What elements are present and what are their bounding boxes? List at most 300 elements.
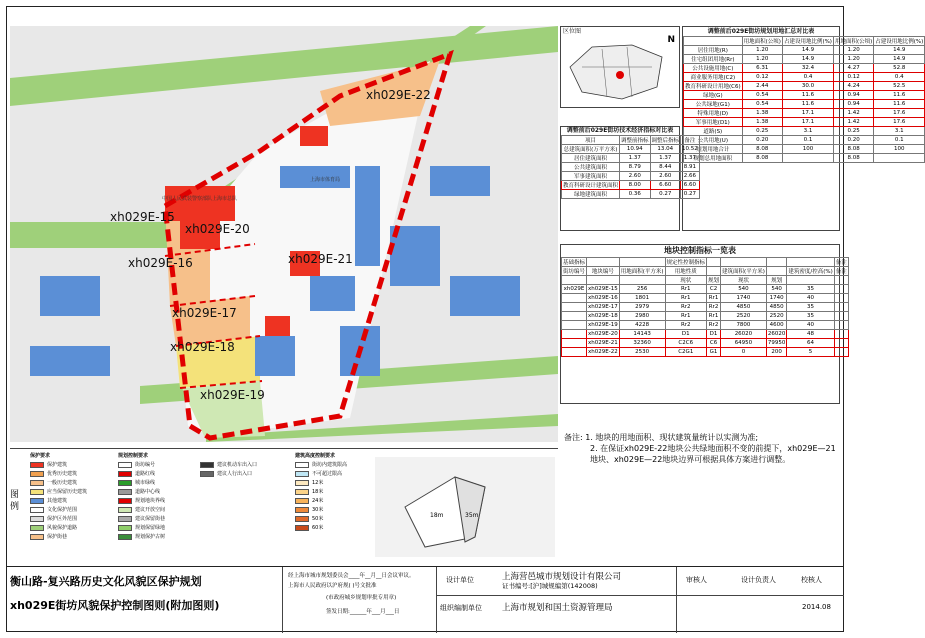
table-row [684,91,925,100]
table-cell: 10.94 [620,145,651,154]
legend-item [118,532,196,541]
table-cell: 备注 [681,136,700,145]
legend-swatch [30,534,44,540]
legend-swatch [118,507,132,513]
legend-swatch [118,498,132,504]
building-blue [450,276,520,316]
table-cell: 绿地(G) [684,91,743,100]
legend-swatch [118,534,132,540]
legend-text: 规划保护古树 [135,534,166,540]
table-cell [619,258,665,267]
table-cell: 占建设用地比例(%) [874,37,925,46]
table-cell [619,276,665,285]
district-label: xh029E-21 [288,252,353,266]
table-cell: 0.94 [833,91,873,100]
approval-line: 上海市人民政府以沪府规( )号文批准 [288,583,377,589]
legend-item [200,460,280,469]
table-cell: 0.1 [874,136,925,145]
building-blue [310,276,355,311]
table-row [562,154,700,163]
table-cell: 4600 [766,321,787,330]
table-cell: 现状 [665,276,707,285]
table-cell [834,276,848,285]
table-cell: 14.9 [874,55,925,64]
legend-title: 建筑高度控制要求 [295,453,336,459]
table-cell: 项目 [562,136,620,145]
table-row [684,37,925,46]
legend-text: 50米 [312,516,324,522]
table-cell: 52.8 [874,64,925,73]
table-cell: 军事用地(D1) [684,118,743,127]
legend-item [30,460,110,469]
legend-item [30,505,110,514]
table-cell: xh029E-20 [588,331,618,337]
table-cell [562,339,587,348]
table-cell [834,285,848,294]
table-cell: 7800 [721,321,767,330]
table-cell: Rr1 [665,285,707,294]
table-cell: 住宅组团用地(Rr) [684,55,743,64]
table-cell: 2530 [619,348,665,357]
table-cell: 35 [787,312,834,321]
table-row [684,136,925,145]
legend-text: 建议人行出入口 [217,471,253,477]
legend-swatch [295,525,309,531]
legend-item [30,514,110,523]
table-cell: 1.42 [833,118,873,127]
table-cell: Rr1 [665,312,707,321]
table-cell: 0.94 [833,100,873,109]
table-cell: 用地面积(公顷) [742,37,782,46]
org-unit-label: 组织编制单位 [440,604,482,612]
legend-text: 街坊内建筑限高 [312,462,348,468]
legend-text: 12米 [312,480,324,486]
table-cell: xh029E [562,285,587,294]
table-cell: 256 [619,285,665,294]
legend-label: 图例 [10,490,20,512]
legend-col-planning [118,451,196,541]
date: 2014.08 [802,603,831,611]
checker: 校核人 [801,576,822,584]
table-cell: 用地面积(公顷) [833,37,873,46]
legend-text: 优秀历史建筑 [47,471,78,477]
table-row [684,118,925,127]
table-cell: 11.6 [782,91,833,100]
table-cell: 0.27 [650,190,681,199]
table-cell: 14.9 [782,46,833,55]
district-label: xh029E-18 [170,340,235,354]
legend-swatch [30,480,44,486]
legend-text: 保护建筑 [47,462,68,468]
legend-item [295,487,365,496]
table-cell: 4228 [619,321,665,330]
table-cell: 商业服务用地(C2) [684,73,743,82]
table-row [562,190,700,199]
building-blue [255,336,295,376]
table-cell: 1.20 [833,46,873,55]
table-cell: xh029E-19 [588,322,618,328]
table-cell: D1 [665,330,707,339]
table-cell: 79950 [767,340,786,346]
legend-swatch [295,516,309,522]
table-cell [587,276,620,285]
table-cell: D1 [707,330,721,339]
table-row [562,258,849,267]
table-cell: 地块编号 [587,267,620,276]
table-row [684,64,925,73]
table-cell [834,339,848,348]
table-cell: 调整前指标 [620,136,651,145]
legend-text: 规划保留绿地 [135,525,166,531]
legend-item [118,487,196,496]
table-cell: 0.20 [833,136,873,145]
legend-item [295,478,365,487]
building-blue [40,276,100,316]
org-unit: 上海市规划和国土资源管理局 [502,603,613,613]
table-cell: 0.12 [833,73,873,82]
legend-item [30,478,110,487]
table-cell: 0.25 [833,127,873,136]
table-cell: 1.38 [742,118,782,127]
drawing-title: xh029E街坊风貌保护控制图则(附加图则) [10,599,220,612]
table-cell: 总建筑面积(万平方米) [562,145,620,154]
table-row [562,267,849,276]
table-cell: 540 [721,285,767,294]
inset-label: 18m [430,512,444,519]
table-cell: 17.6 [874,118,925,127]
approval-line: 签发日期:______年___月___日 [326,609,400,615]
table-cell: 26020 [721,330,767,339]
table-cell: 规划 [707,276,721,285]
legend-item [295,469,365,478]
table-cell: 0.1 [782,136,833,145]
legend-item [200,469,280,478]
table-cell [587,258,620,267]
legend-text: 60米 [312,525,324,531]
table-cell: Rr1 [707,294,721,303]
legend-swatch [30,489,44,495]
table-cell: 备注 [834,267,848,276]
table-cell: 1.37 [681,154,700,163]
table-cell: 道路(S) [684,127,743,136]
table-cell: 8.08 [742,154,782,163]
legend-swatch [30,471,44,477]
table-cell: 1.20 [742,46,782,55]
table-row [684,127,925,136]
legend-text: 道路中心线 [135,489,161,495]
table-cell: 10.52 [682,146,698,152]
notes-block [560,432,840,492]
table-cell: 1.37 [620,154,651,163]
table-cell: 8.91 [681,163,700,172]
table-cell: 2.60 [650,172,681,181]
legend-swatch [30,507,44,513]
table-cell: G1 [707,348,721,357]
table-cell: Rr2 [707,303,721,312]
district-label: xh029E-17 [172,306,237,320]
legend-swatch [295,507,309,513]
legend-item [118,469,196,478]
table-row [562,303,849,312]
legend-col-access [200,460,280,478]
table-cell [721,258,767,267]
table-cell: xh029E-17 [588,304,618,310]
table-cell: 教育科研设计建筑面积 [562,181,620,190]
table-cell: 2980 [619,312,665,321]
legend-item [295,460,365,469]
location-marker [616,71,624,79]
legend-text: 24米 [312,498,324,504]
legend-swatch [295,489,309,495]
table-cell: 540 [766,285,787,294]
table-cell: 8.08 [742,145,782,154]
table-cell [834,294,848,303]
table-cell: 17.6 [874,109,925,118]
building-label: 上海市体育局 [310,177,341,183]
legend-text: 规划地块界线 [135,498,166,504]
table-cell: 3.1 [874,127,925,136]
table-cell: 2.60 [620,172,651,181]
table-cell: 0.4 [874,73,925,82]
table-cell: 40 [787,321,834,330]
table-cell: 1.20 [742,55,782,64]
table-cell: 4.27 [833,64,873,73]
legend-swatch [118,489,132,495]
table-cell: 6.31 [742,64,782,73]
table-row [562,145,700,154]
location-sketch [562,37,680,107]
note-2: 2. 在保证xh029E-22地块公共绿地面积不变的前提下，xh029E—21地块、xh029E—22地块边界可根据具体方案进行调整。 [590,444,836,464]
table-cell: 0.27 [681,190,700,199]
approval-line: (市政府城乡规划审批专用章) [326,595,397,601]
legend-text: 保护区外范围 [47,516,78,522]
legend-text: 一般历史建筑 [47,480,78,486]
table-cell: 2.44 [742,82,782,91]
table-cell: 17.1 [782,109,833,118]
table-row [562,163,700,172]
legend-text: 街坊编号 [135,462,156,468]
legend-swatch [118,462,132,468]
table-cell: 64950 [721,339,767,348]
table-cell: xh029E-22 [588,349,618,355]
table-row [562,136,700,145]
legend-swatch [118,480,132,486]
legend-item [30,496,110,505]
legend-item [295,496,365,505]
table-row [684,145,925,154]
legend-text: 不可超过限高 [312,471,343,477]
note-1: 1. 地块的用地面积、现状建筑量统计以实测为准; [585,433,759,442]
table-cell: 0.54 [742,91,782,100]
legend-swatch [30,462,44,468]
table-cell [562,321,587,330]
building-red [165,186,235,221]
table-row [562,348,849,357]
control-table [560,244,847,404]
legend-text: 城市绿线 [135,480,156,486]
table-cell: 教育科研设计用地(C6) [684,82,743,91]
econ-grid [561,135,700,199]
design-unit: 上海营邑城市规划设计有限公司 [502,572,622,582]
table-cell: 公共建筑面积 [562,163,620,172]
reviewer: 审核人 [686,576,707,584]
table-cell [766,267,787,276]
planning-map[interactable] [10,26,558,442]
table-cell [562,312,587,321]
table-cell [834,312,848,321]
location-title: 区位图 [563,28,582,35]
district-label: xh029E-16 [128,256,193,270]
table-cell [787,276,834,285]
table-cell [834,303,848,312]
building-blue [430,166,490,196]
landuse-grid [683,36,925,163]
table-cell: 40 [787,294,834,303]
legend-item [118,523,196,532]
legend-text: 其他建筑 [47,498,68,504]
table-cell [562,294,587,303]
legend-text: 道路红线 [135,471,156,477]
table-cell [834,321,848,330]
approval-line: 经上海市城市规划委员会____年__月__日会议审议。 [288,573,415,579]
table-cell: 14143 [619,330,665,339]
table-cell: 占建设用地比例(%) [782,37,833,46]
table-cell: 0.54 [742,100,782,109]
table-row [562,312,849,321]
title-block [6,566,844,632]
legend-text: 建议保留街巷 [135,516,166,522]
building-blue [30,346,110,376]
legend-title: 规划控制要求 [118,453,149,459]
table-cell: 2520 [721,312,767,321]
table-cell: 绿地建筑面积 [562,190,620,199]
table-cell: 2520 [766,312,787,321]
table-cell: 特殊用地(D) [684,109,743,118]
table-cell: 2979 [619,303,665,312]
table-cell: 11.6 [874,100,925,109]
table-cell: C2 [707,285,721,294]
legend-item [30,469,110,478]
table-cell: 基础指标 [562,258,587,267]
table-cell: 32.4 [782,64,833,73]
height-inset [375,457,555,557]
building-red [300,126,328,146]
legend-col-height [295,451,365,532]
table-cell: 200 [766,348,787,357]
legend-item [118,505,196,514]
table-cell: 8.44 [650,163,681,172]
econ-title: 调整前后029E街坊技术经济指标对比表 [566,127,674,134]
table-cell: 居住用地(R) [684,46,743,55]
table-cell: Rr2 [665,303,707,312]
table-cell: 军事建筑面积 [562,172,620,181]
table-cell: 5 [787,348,834,357]
table-cell [834,348,848,357]
landuse-table [682,26,924,231]
design-unit-label: 设计单位 [446,576,474,584]
table-cell: 1740 [766,294,787,303]
table-row [684,154,925,163]
table-cell [707,258,721,267]
table-cell: 用地面积(平方米) [619,267,665,276]
legend-title: 保护要求 [30,453,51,459]
table-row [684,100,925,109]
table-cell: 1.20 [833,55,873,64]
district-label: xh029E-15 [110,210,175,224]
legend-text: 文化保护范围 [47,507,78,513]
table-cell: Rr2 [707,321,721,330]
table-cell [874,154,925,163]
table-row [562,339,849,348]
table-cell: 48 [787,330,834,339]
legend-swatch [295,471,309,477]
inset-label: 35m [465,512,479,519]
legend-swatch [30,516,44,522]
table-row [684,109,925,118]
table-cell: 规划总用地面积 [684,154,743,163]
table-cell: 64 [787,339,834,348]
table-cell: Rr1 [665,294,707,303]
table-cell: 规划用地合计 [684,145,743,154]
legend-item [30,523,110,532]
econ-table [560,126,698,231]
control-grid [561,257,849,357]
legend-item [118,496,196,505]
info-panel [560,26,924,626]
table-cell: C2C6 [665,339,707,348]
table-cell: 2.66 [681,172,700,181]
table-cell [562,276,587,285]
legend-swatch [118,516,132,522]
table-cell: 100 [874,145,925,154]
legend-item [295,505,365,514]
table-cell: 1.42 [833,109,873,118]
table-row [684,55,925,64]
building-blue [355,166,380,266]
table-row [562,294,849,303]
table-cell: 备注 [834,258,848,267]
legend-text: 风貌保护道路 [47,525,78,531]
table-cell: 0.4 [782,73,833,82]
table-cell [787,258,834,267]
table-cell: 1801 [619,294,665,303]
table-cell [562,348,587,357]
road-west [10,222,170,248]
legend-text: 30米 [312,507,324,513]
legend-swatch [295,462,309,468]
table-cell [766,258,787,267]
table-cell: 4.24 [833,82,873,91]
table-cell [684,37,743,46]
table-row [562,285,849,294]
table-cell: 规定性控制指标 [665,258,707,267]
table-cell: Rr2 [665,321,707,330]
design-lead: 设计负责人 [741,576,776,584]
legend-swatch [30,525,44,531]
table-cell: 1.37 [650,154,681,163]
legend-item [118,460,196,469]
table-cell: xh029E-15 [588,286,618,292]
building-label: 中国人民武装警察部队上海市总队 [162,196,238,202]
table-cell: 0.36 [620,190,651,199]
table-cell [782,154,833,163]
table-cell: 0 [721,348,767,357]
notes-label: 备注: [564,433,583,442]
table-cell: 52.5 [874,82,925,91]
table-cell: 11.6 [874,91,925,100]
table-cell [834,330,848,339]
legend-text: 保护街巷 [47,534,68,540]
